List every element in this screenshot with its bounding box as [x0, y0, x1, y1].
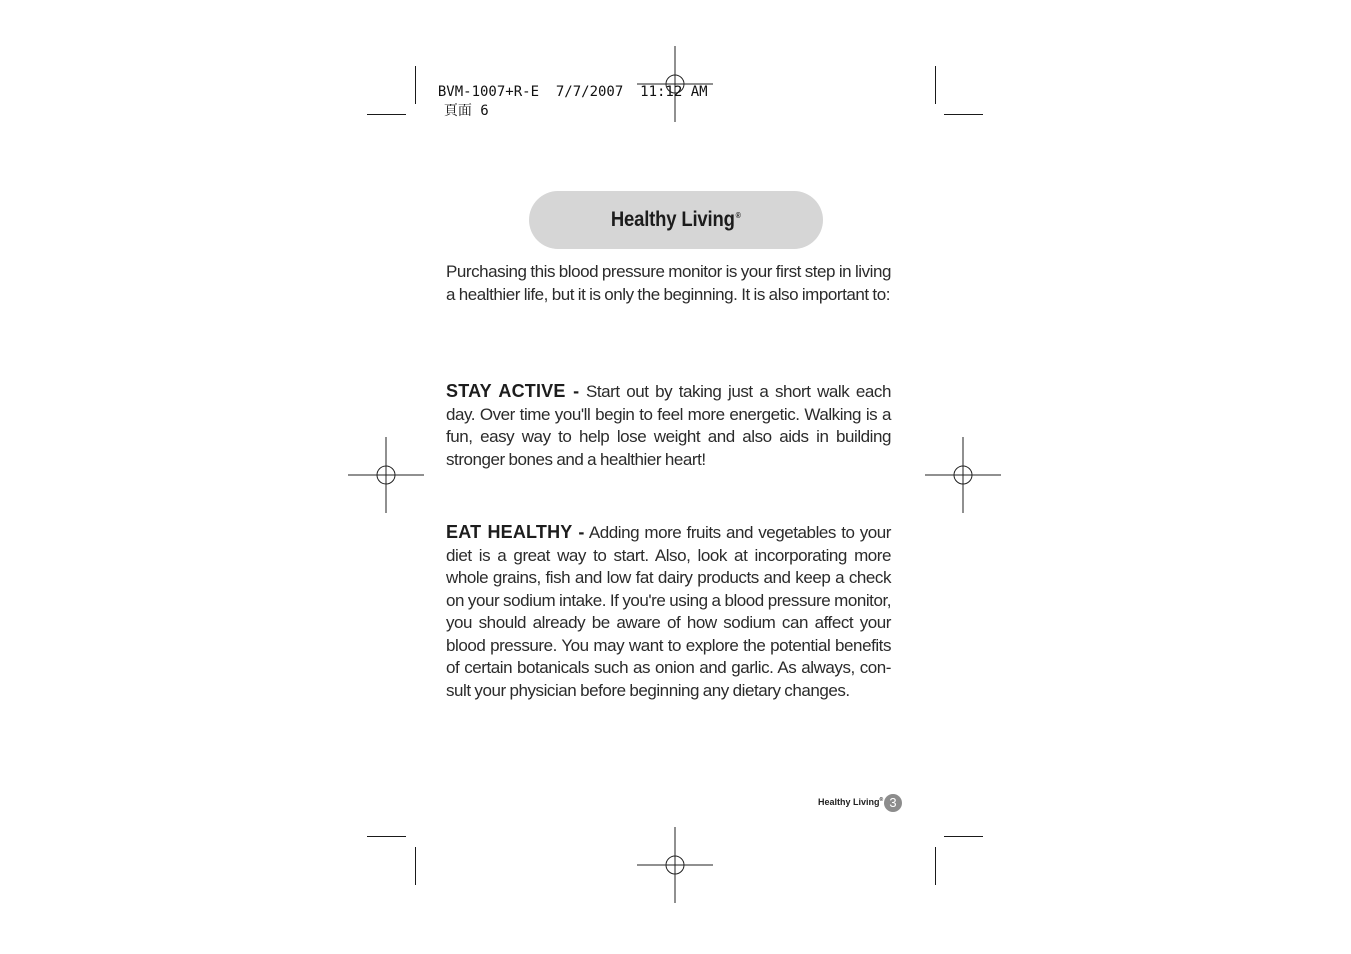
eat-healthy-section — [446, 521, 891, 702]
page-title-text: Healthy Living — [611, 208, 735, 231]
eat-healthy-heading: EAT HEALTHY - — [446, 522, 585, 542]
footer-reg-mark: ® — [879, 797, 884, 803]
stay-active-body: Start out by taking just a short walk each day. Over time you'll begin to feel more energetic. Walking is a fun, easy way to help lose weight and also aids in building stronger bones and a healthier heart! — [446, 382, 891, 469]
crop-mark-bottom-left-vertical — [415, 847, 416, 885]
title-banner — [529, 191, 823, 249]
crop-mark-top-right-vertical — [935, 66, 936, 104]
title-reg-mark: ® — [735, 211, 741, 220]
crop-mark-bottom-right-horizontal — [944, 836, 983, 837]
crop-mark-top-left-horizontal — [367, 114, 406, 115]
crop-mark-top-right-horizontal — [944, 114, 983, 115]
stay-active-section — [446, 380, 891, 471]
footer-label-text: Healthy Living — [818, 797, 880, 807]
eat-healthy-body: Adding more fruits and vegetables to your diet is a great way to start. Also, look at incorporating more whole grains, fish and low fat dairy products and keep a check on your sodium intake. If you're using a blood pressure monitor, you should already be aware of how sodium can affect your blood pressure. You may want to explore the potential benefits of certain botanicals such as onion and garlic. As always, con-sult your physician before beginning any dietary changes. — [446, 523, 891, 700]
slug-page-label: 頁面 6 — [443, 103, 489, 119]
registration-mark-left-icon — [348, 437, 424, 513]
footer-label — [818, 797, 883, 807]
intro-paragraph — [446, 261, 891, 306]
print-slug — [421, 68, 708, 120]
page-number-badge: 3 — [884, 794, 902, 812]
crop-mark-bottom-left-horizontal — [367, 836, 406, 837]
intro-text: Purchasing this blood pressure monitor is your first step in living a healthier life, but it is only the beginning. It is also important to: — [446, 262, 891, 304]
slug-text: BVM-1007+R-E 7/7/2007 11:12 AM — [437, 84, 708, 100]
page-title — [611, 208, 741, 232]
crop-mark-bottom-right-vertical — [935, 847, 936, 885]
registration-mark-bottom-icon — [637, 827, 713, 903]
stay-active-heading: STAY ACTIVE - — [446, 381, 580, 401]
crop-mark-top-left-vertical — [415, 66, 416, 104]
registration-mark-right-icon — [925, 437, 1001, 513]
